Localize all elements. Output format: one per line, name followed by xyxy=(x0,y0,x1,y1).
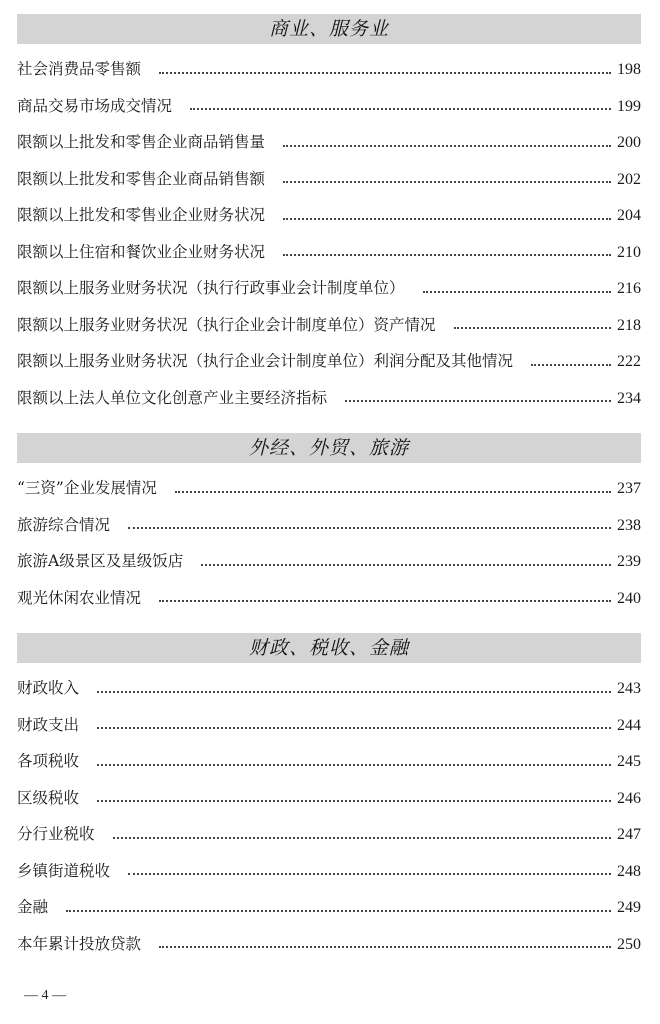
dot-leader xyxy=(283,181,611,183)
toc-entry[interactable] xyxy=(17,819,641,856)
toc-entry[interactable] xyxy=(17,546,641,583)
toc-entry-title: 金融 xyxy=(17,898,49,916)
toc-entry-title: 乡镇街道税收 xyxy=(17,861,111,880)
toc-entry-title: 限额以上服务业财务状况（执行行政事业会计制度单位） xyxy=(17,279,405,297)
dot-leader xyxy=(283,218,611,220)
dot-leader xyxy=(283,145,611,147)
toc-entry-title: 限额以上批发和零售业企业财务状况 xyxy=(17,206,266,224)
toc-entry[interactable] xyxy=(17,710,641,747)
section-header: 外经、外贸、旅游 xyxy=(17,433,641,463)
toc-entry-page: 249 xyxy=(617,899,641,916)
toc-entry-title: 本年累计投放贷款 xyxy=(17,934,142,953)
dot-leader xyxy=(283,254,611,256)
toc-section-commerce xyxy=(17,14,641,419)
toc-entry-page: 210 xyxy=(617,243,641,261)
page-number: — 4 — xyxy=(24,988,66,1003)
toc-entry-title: 限额以上服务业财务状况（执行企业会计制度单位）资产情况 xyxy=(17,315,436,334)
toc-entry-page: 246 xyxy=(617,789,641,807)
dot-leader xyxy=(201,564,611,566)
toc-entry-title: 区级税收 xyxy=(17,788,80,807)
dot-leader xyxy=(97,764,611,766)
dot-leader xyxy=(175,491,611,493)
toc-entry-page: 216 xyxy=(617,280,641,297)
toc-entry-list xyxy=(17,473,641,619)
toc-entry-title: 财政支出 xyxy=(17,715,80,734)
dot-leader xyxy=(113,837,611,839)
section-header: 财政、税收、金融 xyxy=(17,633,641,663)
toc-entry[interactable] xyxy=(17,54,641,91)
toc-entry-page: 198 xyxy=(617,61,641,78)
toc-entry[interactable] xyxy=(17,746,641,783)
dot-leader xyxy=(531,364,611,366)
toc-entry-page: 250 xyxy=(617,935,641,953)
toc-entry-page: 199 xyxy=(617,97,641,115)
toc-entry-page: 202 xyxy=(617,170,641,188)
toc-entry[interactable] xyxy=(17,929,641,966)
dot-leader xyxy=(159,72,611,74)
toc-entry[interactable] xyxy=(17,273,641,310)
toc-entry[interactable] xyxy=(17,856,641,893)
toc-entry-page: 239 xyxy=(617,553,641,570)
toc-entry-page: 240 xyxy=(617,589,641,607)
toc-entry-list xyxy=(17,54,641,419)
toc-entry[interactable] xyxy=(17,473,641,510)
toc-entry[interactable] xyxy=(17,127,641,164)
toc-entry-page: 234 xyxy=(617,389,641,407)
toc-entry-title: 分行业税收 xyxy=(17,825,95,843)
toc-entry-page: 237 xyxy=(617,480,641,497)
dot-leader xyxy=(159,600,611,602)
toc-entry-page: 218 xyxy=(617,316,641,334)
toc-entry-page: 204 xyxy=(617,207,641,224)
toc-section-foreign-trade-tourism xyxy=(17,433,641,619)
toc-section-finance-tax xyxy=(17,633,641,965)
dot-leader xyxy=(97,727,611,729)
toc-entry-title: 各项税收 xyxy=(17,752,80,770)
toc-entry-title: 旅游综合情况 xyxy=(17,515,111,534)
dot-leader xyxy=(128,527,611,529)
toc-entry-title: 限额以上法人单位文化创意产业主要经济指标 xyxy=(17,388,328,407)
toc-entry-title: 社会消费品零售额 xyxy=(17,60,142,78)
toc-entry-title: 观光休闲农业情况 xyxy=(17,588,142,607)
toc-entry[interactable] xyxy=(17,892,641,929)
toc-entry[interactable] xyxy=(17,91,641,128)
toc-entry-title: 限额以上批发和零售企业商品销售量 xyxy=(17,133,266,151)
dot-leader xyxy=(190,108,611,110)
toc-entry-page: 247 xyxy=(617,826,641,843)
toc-entry-page: 245 xyxy=(617,753,641,770)
toc-entry[interactable] xyxy=(17,383,641,420)
toc-entry[interactable] xyxy=(17,310,641,347)
dot-leader xyxy=(66,910,611,912)
toc-entry-title: 商品交易市场成交情况 xyxy=(17,96,173,115)
toc-entry[interactable] xyxy=(17,346,641,383)
toc-entry-title: 限额以上批发和零售企业商品销售额 xyxy=(17,169,266,188)
toc-entry[interactable] xyxy=(17,783,641,820)
toc-entry-title: 财政收入 xyxy=(17,679,80,697)
toc-entry-page: 243 xyxy=(617,680,641,697)
dot-leader xyxy=(423,291,611,293)
toc-entry-list xyxy=(17,673,641,965)
dot-leader xyxy=(97,691,611,693)
toc-entry-title: 限额以上服务业财务状况（执行企业会计制度单位）利润分配及其他情况 xyxy=(17,352,514,370)
dot-leader xyxy=(454,327,611,329)
dot-leader xyxy=(128,873,611,875)
toc-entry[interactable] xyxy=(17,673,641,710)
dot-leader xyxy=(97,800,611,802)
toc-entry[interactable] xyxy=(17,200,641,237)
toc-entry[interactable] xyxy=(17,510,641,547)
dot-leader xyxy=(159,946,611,948)
toc-entry-page: 222 xyxy=(617,353,641,370)
toc-entry-page: 200 xyxy=(617,134,641,151)
toc-entry[interactable] xyxy=(17,583,641,620)
toc-entry-page: 248 xyxy=(617,862,641,880)
table-of-contents xyxy=(17,14,641,979)
toc-entry-title: 限额以上住宿和餐饮业企业财务状况 xyxy=(17,242,266,261)
toc-entry[interactable] xyxy=(17,164,641,201)
toc-entry-title: 旅游A级景区及星级饭店 xyxy=(17,552,184,570)
dot-leader xyxy=(345,400,611,402)
toc-entry[interactable] xyxy=(17,237,641,274)
toc-entry-page: 244 xyxy=(617,716,641,734)
section-header: 商业、服务业 xyxy=(17,14,641,44)
toc-entry-page: 238 xyxy=(617,516,641,534)
toc-entry-title: “三资”企业发展情况 xyxy=(17,479,157,497)
